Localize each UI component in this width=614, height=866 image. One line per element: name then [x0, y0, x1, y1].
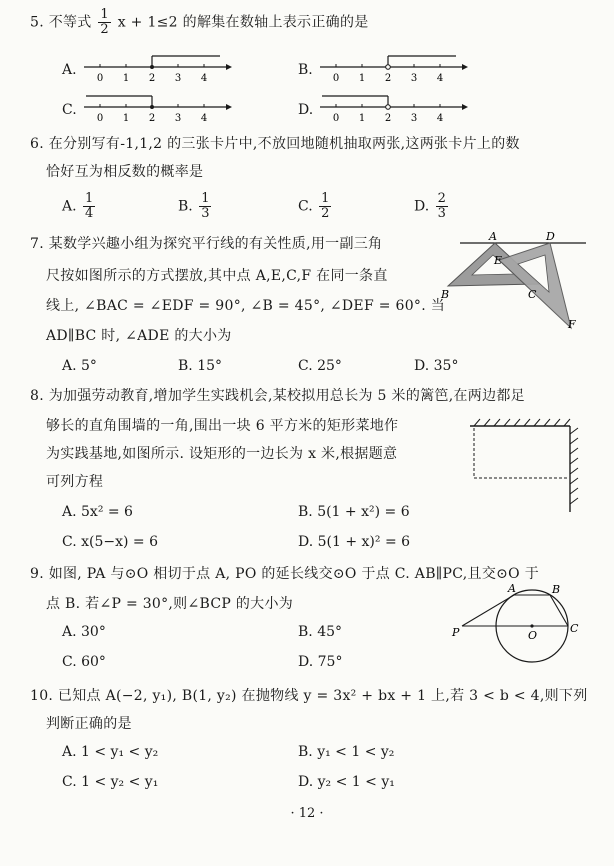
q10-option-d: D. y₂ < 1 < y₁ [298, 774, 395, 790]
q5a-tick-1: 1 [122, 73, 130, 84]
q6-a-num: 1 [85, 191, 94, 206]
q5c-tick-0: 0 [96, 113, 104, 124]
q9-segment-bc [550, 595, 568, 626]
q10-line1: 10. 已知点 A(−2, y₁), B(1, y₂) 在抛物线 y = 3x² + bx + 1 上,若 3 < b < 4,则下列 [30, 688, 588, 704]
q6-option-a-label: A. [62, 198, 77, 215]
q8-option-b: B. 5(1 + x²) = 6 [298, 504, 410, 520]
q9-label-a: A [508, 582, 516, 595]
q5-number-line-b [316, 50, 466, 84]
q5d-tick-0: 0 [332, 113, 340, 124]
q10-option-b: B. y₁ < 1 < y₂ [298, 744, 395, 760]
q5-option-d-label: D. [298, 102, 314, 118]
q5-option-c-label: C. [62, 102, 77, 118]
q10-option-c: C. 1 < y₂ < y₁ [62, 774, 159, 790]
q8-option-d: D. 5(1 + x)² = 6 [298, 534, 411, 550]
q5a-tick-4: 4 [200, 73, 208, 84]
q9-label-b: B [552, 583, 561, 596]
q5c-tick-4: 4 [200, 113, 208, 124]
q7-option-c: C. 25° [298, 358, 342, 374]
q7-option-a: A. 5° [62, 358, 97, 374]
q9-center-point [530, 624, 533, 627]
q7-line2: 尺按如图所示的方式摆放,其中点 A,E,C,F 在同一条直 [46, 268, 388, 284]
q5-stem-end: x + 1≤2 的解集在数轴上表示正确的是 [117, 14, 369, 31]
q8-line2: 够长的直角围墙的一角,围出一块 6 平方米的矩形菜地作 [46, 418, 399, 434]
q7-line3: 线上, ∠BAC = ∠EDF = 90°, ∠B = 45°, ∠DEF = 60°. 当 [46, 298, 446, 314]
q5-frac-num: 1 [100, 7, 109, 22]
q6-option-d-label: D. [414, 198, 430, 215]
q6-d-den: 3 [437, 206, 446, 221]
q6-d-num: 2 [437, 191, 446, 206]
q5a-tick-0: 0 [96, 73, 104, 84]
q6-option-b [178, 192, 213, 221]
q8-fence-dashed [474, 428, 568, 478]
q9-line2: 点 B. 若∠P = 30°,则∠BCP 的大小为 [46, 596, 294, 612]
q5-frac-den: 2 [100, 22, 109, 37]
q6-option-a-fraction [83, 192, 95, 221]
q5b-tick-1: 1 [358, 73, 366, 84]
q5a-tick-2: 2 [148, 73, 156, 84]
q9-tangent-pa [462, 595, 514, 626]
q7-label-c: C [528, 288, 537, 301]
q5b-tick-3: 3 [410, 73, 418, 84]
q6-line2: 恰好互为相反数的概率是 [46, 164, 204, 180]
q8-option-c: C. x(5−x) = 6 [62, 534, 159, 550]
q5-stem-start: 5. 不等式 [30, 14, 92, 31]
q6-option-c-label: C. [298, 198, 313, 215]
q5c-tick-3: 3 [174, 113, 182, 124]
q8-wall-top-hatching [474, 419, 570, 426]
q5c-tick-1: 1 [122, 113, 130, 124]
q5-fraction [98, 8, 111, 37]
q9-figure [452, 582, 586, 678]
q9-label-o: O [528, 629, 538, 642]
q6-line1: 6. 在分别写有-1,1,2 的三张卡片中,不放回地随机抽取两张,这两张卡片上的数 [30, 136, 520, 152]
q5-option-a-label: A. [62, 62, 77, 78]
q7-figure [436, 228, 596, 338]
q5-stem [30, 8, 369, 37]
q8-line1: 8. 为加强劳动教育,增加学生实践机会,某校拟用总长为 5 米的篱笆,在两边都足 [30, 388, 525, 404]
q5d-tick-1: 1 [358, 113, 366, 124]
q5-number-line-c [80, 90, 230, 124]
q7-option-d: D. 35° [414, 358, 459, 374]
q5b-tick-0: 0 [332, 73, 340, 84]
q9-option-a: A. 30° [62, 624, 106, 640]
q5-option-b-label: B. [298, 62, 313, 78]
q7-label-d: D [546, 230, 555, 243]
q7-line4: AD∥BC 时, ∠ADE 的大小为 [46, 328, 232, 344]
q7-label-f: F [568, 318, 576, 331]
q5b-tick-4: 4 [436, 73, 444, 84]
q6-option-c [298, 192, 333, 221]
q7-triangle-def [499, 243, 571, 328]
q9-option-b: B. 45° [298, 624, 343, 640]
q6-option-d [414, 192, 450, 221]
q7-option-b: B. 15° [178, 358, 223, 374]
q6-option-c-fraction [319, 192, 331, 221]
q9-label-c: C [570, 622, 579, 635]
q6-b-num: 1 [201, 191, 210, 206]
q6-b-den: 3 [201, 206, 210, 221]
q7-label-a: A [489, 230, 497, 243]
q8-figure [466, 416, 586, 516]
q6-option-a [62, 192, 97, 221]
q5-number-line-a [80, 50, 230, 84]
q5d-tick-2: 2 [384, 113, 392, 124]
q9-option-d: D. 75° [298, 654, 343, 670]
q5c-tick-2: 2 [148, 113, 156, 124]
q9-label-p: P [452, 626, 460, 639]
q6-option-d-fraction [436, 192, 448, 221]
q5-number-line-d [316, 90, 466, 124]
q9-option-c: C. 60° [62, 654, 106, 670]
q8-line4: 可列方程 [46, 474, 104, 490]
q6-c-num: 1 [321, 191, 330, 206]
q6-option-b-fraction [199, 192, 211, 221]
q10-line2: 判断正确的是 [46, 716, 132, 732]
q5d-tick-4: 4 [436, 113, 444, 124]
q6-c-den: 2 [321, 206, 330, 221]
q8-wall-right-hatching [570, 428, 578, 504]
q8-line3: 为实践基地,如图所示. 设矩形的一边长为 x 米,根据题意 [46, 446, 398, 462]
q10-option-a: A. 1 < y₁ < y₂ [62, 744, 159, 760]
q9-line1: 9. 如图, PA 与⊙O 相切于点 A, PO 的延长线交⊙O 于点 C. AB∥PC,且交⊙O 于 [30, 566, 539, 582]
q6-a-den: 4 [85, 206, 94, 221]
page-number: · 12 · [290, 806, 324, 821]
q6-option-b-label: B. [178, 198, 193, 215]
q5b-tick-2: 2 [384, 73, 392, 84]
q5a-tick-3: 3 [174, 73, 182, 84]
q7-label-e: E [494, 254, 503, 267]
q7-line1: 7. 某数学兴趣小组为探究平行线的有关性质,用一副三角 [30, 236, 383, 252]
q7-label-b: B [441, 288, 450, 301]
q5d-tick-3: 3 [410, 113, 418, 124]
q8-option-a: A. 5x² = 6 [62, 504, 133, 520]
